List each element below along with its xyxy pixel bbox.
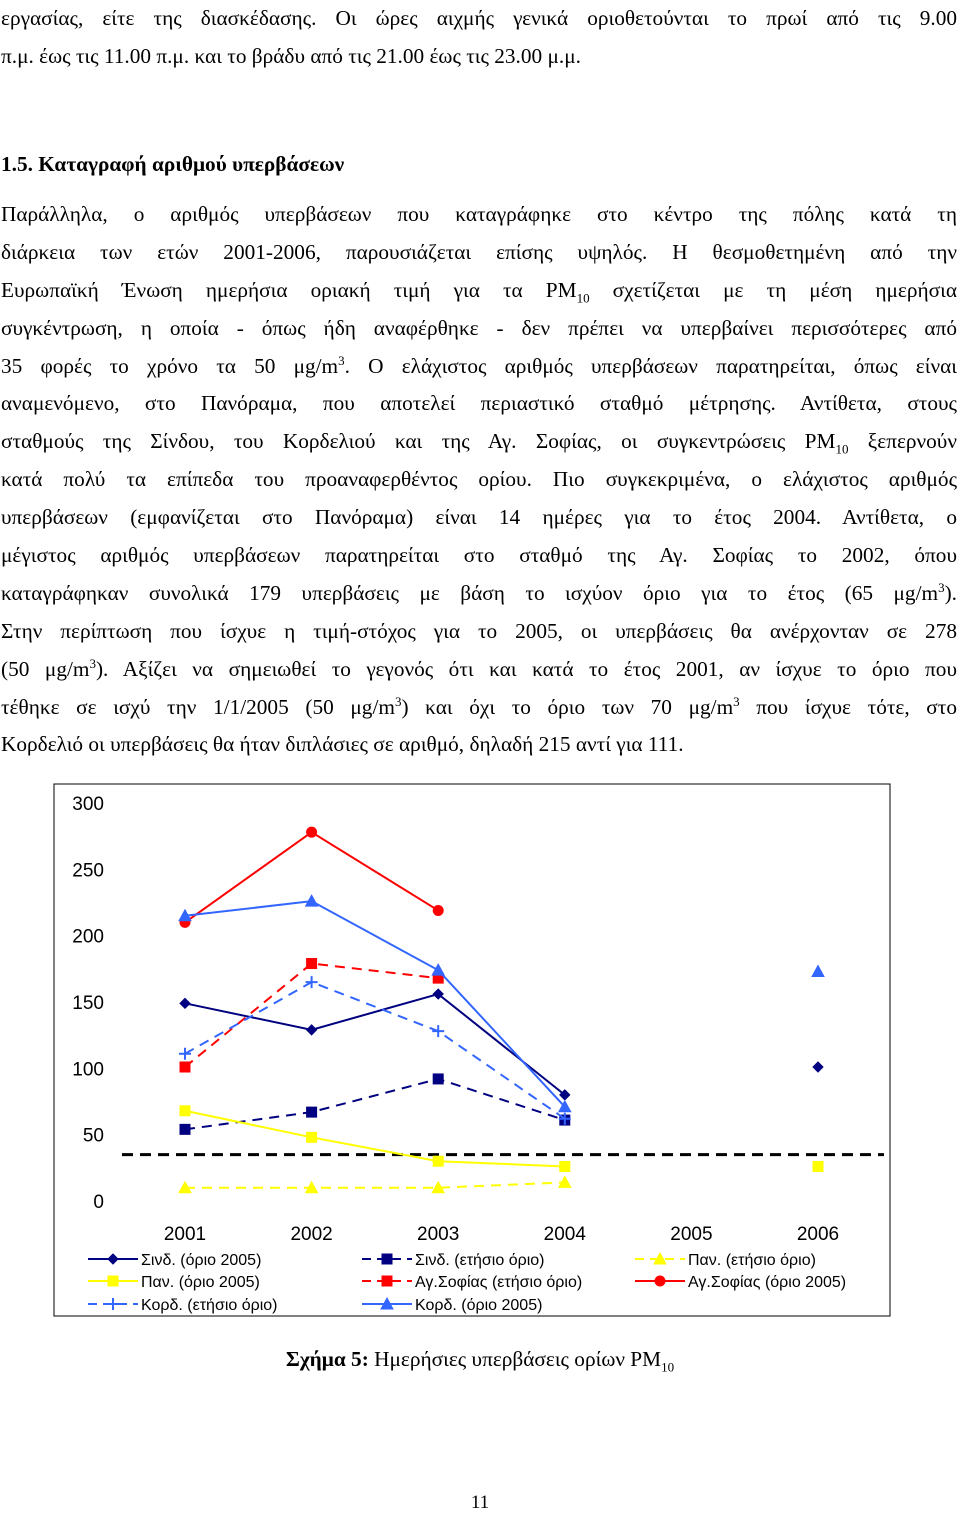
- text-span: 35 φορές το χρόνο τα 50 μg/m: [1, 353, 339, 378]
- text-line: π.μ. έως τις 11.00 π.μ. και το βράδυ από τις 21.00 έως τις 23.00 μ.μ.: [1, 43, 581, 68]
- x-tick-label: 2006: [796, 1224, 840, 1245]
- x-tick-label: 2001: [163, 1224, 207, 1245]
- subscript: 10: [576, 290, 590, 306]
- legend-label: Σινδ. (όριο 2005): [141, 1252, 262, 1269]
- data-point: [180, 1062, 190, 1072]
- superscript: 3: [394, 693, 402, 709]
- text-span: σταθμούς της Σίνδου, του Κορδελιού και της Αγ. Σοφίας, οι συγκεντρώσεις PM: [1, 429, 836, 454]
- x-tick-label: 2005: [670, 1224, 713, 1245]
- text-line: Παράλληλα, ο αριθμός υπερβάσεων που καταγράφηκε στο κέντρο της πόλης κατά τη: [1, 202, 957, 226]
- text-span: (50 μg/m: [1, 656, 90, 681]
- superscript: 3: [89, 655, 96, 671]
- legend-label: Παν. (ετήσιο όριο): [688, 1252, 816, 1269]
- text-line: Στην περίπτωση που ίσχυε η τιμή-στόχος για το 2005, οι υπερβάσεις θα ανέρχονταν σε 278: [1, 618, 957, 643]
- text-span: ξεπερνούν: [848, 429, 957, 454]
- legend-label: Αγ.Σοφίας (ετήσιο όριο): [415, 1274, 583, 1291]
- text-line: εργασίας, είτε της διασκέδασης. Οι ώρες αιχμής γενικά οριοθετούνται το πρωί από τις 9.00: [1, 6, 957, 30]
- section-heading: 1.5. Καταγραφή αριθμού υπερβάσεων: [1, 152, 345, 176]
- superscript: 3: [733, 693, 740, 709]
- data-point: [307, 1132, 317, 1142]
- y-tick-label: 150: [72, 993, 104, 1014]
- legend-marker: [655, 1276, 665, 1286]
- x-tick-label: 2002: [290, 1224, 333, 1245]
- caption-label: Σχήμα 5:: [285, 1347, 369, 1371]
- legend-label: Κορδ. (ετήσιο όριο): [141, 1297, 278, 1314]
- text-line: υπερβάσεων (εμφανίζεται στο Πανόραμα) είναι 14 ημέρες για το έτος 2004. Αντίθετα, ο: [1, 505, 957, 530]
- figure-caption: [0, 1344, 960, 1374]
- data-point: [307, 1107, 317, 1117]
- caption-subscript: 10: [661, 1359, 675, 1375]
- text-span: που ίσχυε τότε, στο: [739, 694, 957, 719]
- text-span: τέθηκε σε ισχύ την 1/1/2005 (50 μg/m: [1, 694, 395, 719]
- legend-label: Παν. (όριο 2005): [141, 1274, 260, 1291]
- legend-label: Σινδ. (ετήσιο όριο): [415, 1252, 545, 1269]
- text-line: Κορδελιό οι υπερβάσεις θα ήταν διπλάσιες σε αριθμό, δηλαδή 215 αντί για 111.: [1, 732, 684, 757]
- text-line: αναμενόμενο, στο Πανόραμα, που αποτελεί περιαστικό σταθμό μέτρησης. Αντίθετα, στους: [1, 391, 957, 416]
- legend-marker: [382, 1276, 392, 1286]
- data-point: [307, 959, 317, 969]
- y-tick-label: 50: [82, 1125, 104, 1147]
- text-span: σχετίζεται με τη μέση ημερήσια: [589, 277, 957, 302]
- data-point: [433, 1074, 443, 1084]
- text-span: Ευρωπαϊκή Ένωση ημερήσια οριακή τιμή για τα PM: [1, 277, 577, 302]
- legend-marker: [382, 1254, 392, 1264]
- data-point: [433, 905, 443, 915]
- text-line: συγκέντρωση, η οποία - όπως ήδη αναφέρθηκε - δεν πρέπει να υπερβαίνει περισσότερες από: [1, 315, 957, 340]
- data-point: [560, 1162, 570, 1172]
- data-point: [180, 1124, 190, 1134]
- y-tick-label: 200: [72, 926, 104, 948]
- y-tick-label: 0: [93, 1192, 104, 1213]
- text-span: . Ο ελάχιστος αριθμός υπερβάσεων παρατηρείται, όπως είναι: [344, 353, 957, 378]
- superscript: 3: [338, 352, 345, 368]
- text-span: ). Αξίζει να σημειωθεί το γεγονός ότι και κατά το έτος 2001, αν ίσχυε το όριο που: [95, 656, 957, 681]
- data-point: [307, 827, 317, 837]
- page-number: 11: [470, 1492, 490, 1513]
- text-span: ) και όχι το όριο των 70 μg/m: [401, 694, 734, 719]
- data-point: [180, 1106, 190, 1116]
- text-line: κατά πολύ τα επίπεδα του προαναφερθέντος ορίου. Πιο συγκεκριμένα, ο ελάχιστος αριθμός: [1, 467, 957, 492]
- subscript: 10: [835, 441, 849, 457]
- legend-label: Αγ.Σοφίας (όριο 2005): [688, 1274, 847, 1291]
- text-span: ).: [944, 580, 957, 605]
- legend-label: Κορδ. (όριο 2005): [415, 1297, 543, 1314]
- caption-text: Ημερήσιες υπερβάσεις ορίων PM: [368, 1347, 662, 1371]
- y-tick-label: 300: [72, 794, 104, 815]
- data-point: [813, 1162, 823, 1172]
- text-line: διάρκεια των ετών 2001-2006, παρουσιάζεται επίσης υψηλός. Η θεσμοθετημένη από την: [1, 239, 957, 264]
- data-point: [433, 1156, 443, 1166]
- superscript: 3: [938, 579, 945, 595]
- y-tick-label: 100: [72, 1059, 104, 1081]
- text-line: μέγιστος αριθμός υπερβάσεων παρατηρείται στο σταθμό της Αγ. Σοφίας το 2002, όπου: [1, 543, 957, 568]
- x-tick-label: 2004: [543, 1224, 586, 1245]
- text-span: καταγράφηκαν συνολικά 179 υπερβάσεις με βάση το ισχύον όριο για το έτος (65 μg/m: [1, 580, 939, 605]
- y-tick-label: 250: [72, 860, 104, 882]
- x-tick-label: 2003: [417, 1224, 460, 1245]
- legend-marker: [108, 1276, 118, 1286]
